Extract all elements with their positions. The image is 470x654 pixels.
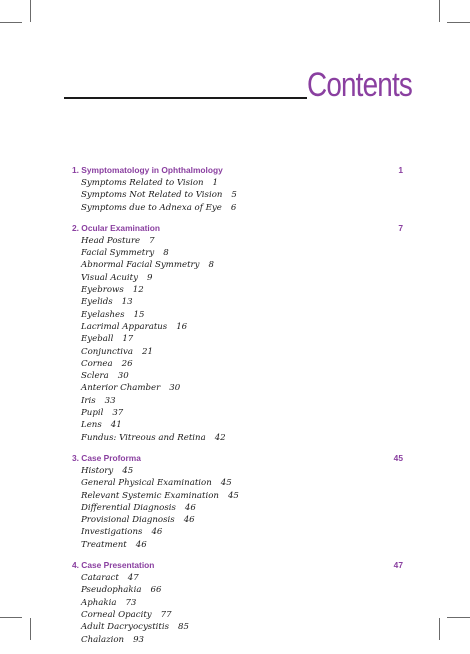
entry-page-number: 17	[122, 334, 134, 345]
entry-page-number: 45	[122, 465, 134, 476]
crop-mark	[447, 617, 470, 618]
entry-title: Conjunctiva	[81, 346, 134, 357]
toc-entry[interactable]	[72, 202, 408, 214]
entry-title: Abnormal Facial Symmetry	[81, 260, 200, 271]
entry-page-number: 66	[150, 585, 162, 596]
entry-title: Lacrimal Apparatus	[81, 321, 168, 332]
crop-mark	[30, 618, 31, 640]
entry-page-number: 9	[146, 272, 153, 283]
entry-page-number: 85	[178, 622, 189, 633]
toc-entry[interactable]	[72, 526, 408, 538]
entry-page-number: 46	[183, 515, 195, 526]
entry-page-number: 45	[220, 478, 232, 489]
entry-title: Visual Acuity	[81, 272, 138, 283]
page-title: Contents	[307, 66, 413, 104]
entry-page-number: 41	[110, 420, 122, 431]
entry-title: Differential Diagnosis	[81, 502, 176, 513]
entry-title: Eyelids	[81, 297, 113, 308]
entry-page-number: 45	[227, 490, 239, 501]
entry-title: Cataract	[81, 573, 119, 584]
toc-entry[interactable]	[72, 333, 408, 345]
toc-entry[interactable]	[72, 382, 408, 394]
toc-entry[interactable]	[72, 597, 408, 609]
entry-title: History	[81, 465, 114, 476]
toc-entry[interactable]	[72, 477, 408, 489]
toc-entry[interactable]	[72, 539, 408, 551]
entry-page-number: 13	[121, 297, 133, 308]
chapter-heading[interactable]	[72, 452, 408, 465]
entry-title: Head Posture	[81, 235, 141, 246]
entry-title: Lens	[81, 420, 102, 431]
toc-entry[interactable]	[72, 296, 408, 308]
toc-entry[interactable]	[72, 395, 408, 407]
chapter-title: 1. Symptomatology in Ophthalmology	[72, 165, 223, 175]
entry-title: General Physical Examination	[81, 478, 212, 489]
entry-title: Relevant Systemic Examination	[81, 490, 219, 501]
entry-page-number: 30	[169, 383, 181, 394]
toc-entry[interactable]	[72, 370, 408, 382]
entry-page-number: 47	[127, 573, 139, 584]
entry-page-number: 6	[230, 202, 237, 213]
toc-entry[interactable]	[72, 309, 408, 321]
entry-title: Provisional Diagnosis	[81, 515, 175, 526]
entry-title: Cornea	[81, 358, 113, 369]
toc-entry[interactable]	[72, 419, 408, 431]
entry-title: Fundus: Vitreous and Retina	[81, 432, 206, 443]
entry-page-number: 8	[163, 248, 169, 259]
crop-mark	[30, 0, 31, 22]
chapter-heading[interactable]	[72, 164, 408, 177]
entry-page-number: 73	[125, 597, 137, 608]
toc-entry[interactable]	[72, 177, 408, 189]
entry-title: Sclera	[81, 371, 109, 382]
entry-page-number: 21	[142, 346, 153, 357]
entry-page-number: 5	[231, 190, 237, 201]
toc-entry[interactable]	[72, 621, 408, 633]
toc-entry[interactable]	[72, 432, 408, 444]
crop-mark	[447, 22, 470, 23]
entry-title: Facial Symmetry	[81, 248, 155, 259]
entry-page-number: 12	[132, 285, 144, 296]
entry-title: Symptoms due to Adnexa of Eye	[81, 202, 222, 213]
toc-entry[interactable]	[72, 247, 408, 259]
toc-entry[interactable]	[72, 235, 408, 247]
chapter-heading[interactable]	[72, 559, 408, 572]
entry-title: Anterior Chamber	[81, 383, 161, 394]
entry-title: Iris	[81, 395, 96, 406]
entry-title: Treatment	[81, 539, 127, 550]
entry-title: Pseudophakia	[81, 585, 142, 596]
toc-chapter	[72, 559, 408, 646]
entry-page-number: 26	[121, 358, 133, 369]
toc-entry[interactable]	[72, 572, 408, 584]
entry-title: Eyelashes	[81, 309, 125, 320]
entry-title: Eyeball	[81, 334, 114, 345]
entry-page-number: 42	[214, 432, 226, 443]
entry-page-number: 8	[208, 260, 214, 271]
toc-entry[interactable]	[72, 284, 408, 296]
toc-entry[interactable]	[72, 584, 408, 596]
toc-entry[interactable]	[72, 407, 408, 419]
chapter-page-number: 45	[393, 452, 403, 463]
entry-page-number: 93	[133, 634, 145, 645]
chapter-page-number: 47	[393, 560, 403, 571]
table-of-contents	[72, 164, 408, 654]
toc-entry[interactable]	[72, 259, 408, 271]
chapter-page-number: 7	[398, 222, 403, 233]
chapter-page-number: 1	[398, 165, 403, 175]
entry-title: Symptoms Related to Vision	[81, 178, 204, 188]
entry-page-number: 30	[117, 371, 129, 382]
entry-title: Symptoms Not Related to Vision	[81, 190, 223, 201]
toc-chapter	[72, 452, 408, 551]
entry-page-number: 46	[135, 539, 147, 550]
chapter-title: 2. Ocular Examination	[72, 222, 160, 233]
crop-mark	[439, 0, 440, 22]
entry-title: Aphakia	[81, 597, 117, 608]
entry-title: Pupil	[81, 408, 104, 419]
toc-entry[interactable]	[72, 346, 408, 358]
crop-mark	[439, 618, 440, 640]
entry-page-number: 46	[151, 527, 163, 538]
entry-page-number: 16	[176, 321, 188, 332]
toc-entry[interactable]	[72, 514, 408, 526]
entry-page-number: 7	[149, 235, 155, 246]
toc-entry[interactable]	[72, 465, 408, 477]
entry-page-number: 77	[160, 609, 172, 620]
entry-title: Chalazion	[81, 634, 125, 645]
toc-entry[interactable]	[72, 490, 408, 502]
entry-page-number: 33	[104, 395, 116, 406]
toc-entry[interactable]	[72, 272, 408, 284]
toc-entry[interactable]	[72, 358, 408, 370]
crop-mark	[0, 22, 22, 23]
entry-page-number: 1	[212, 178, 219, 188]
entry-page-number: 37	[112, 408, 124, 419]
toc-entry[interactable]	[72, 189, 408, 201]
crop-mark	[0, 617, 22, 618]
chapter-title: 4. Case Presentation	[72, 560, 155, 571]
entry-page-number: 15	[133, 309, 145, 320]
toc-chapter	[72, 164, 408, 214]
toc-entry[interactable]	[72, 609, 408, 621]
entry-page-number: 46	[184, 502, 196, 513]
title-rule	[64, 97, 307, 99]
entry-title: Adult Dacryocystitis	[81, 622, 170, 633]
toc-entry[interactable]	[72, 321, 408, 333]
entry-title: Eyebrows	[81, 285, 124, 296]
chapter-title: 3. Case Proforma	[72, 452, 141, 463]
entry-title: Investigations	[81, 527, 143, 538]
toc-entry[interactable]	[72, 502, 408, 514]
entry-title: Corneal Opacity	[81, 609, 152, 620]
chapter-heading[interactable]	[72, 222, 408, 235]
toc-chapter	[72, 222, 408, 444]
